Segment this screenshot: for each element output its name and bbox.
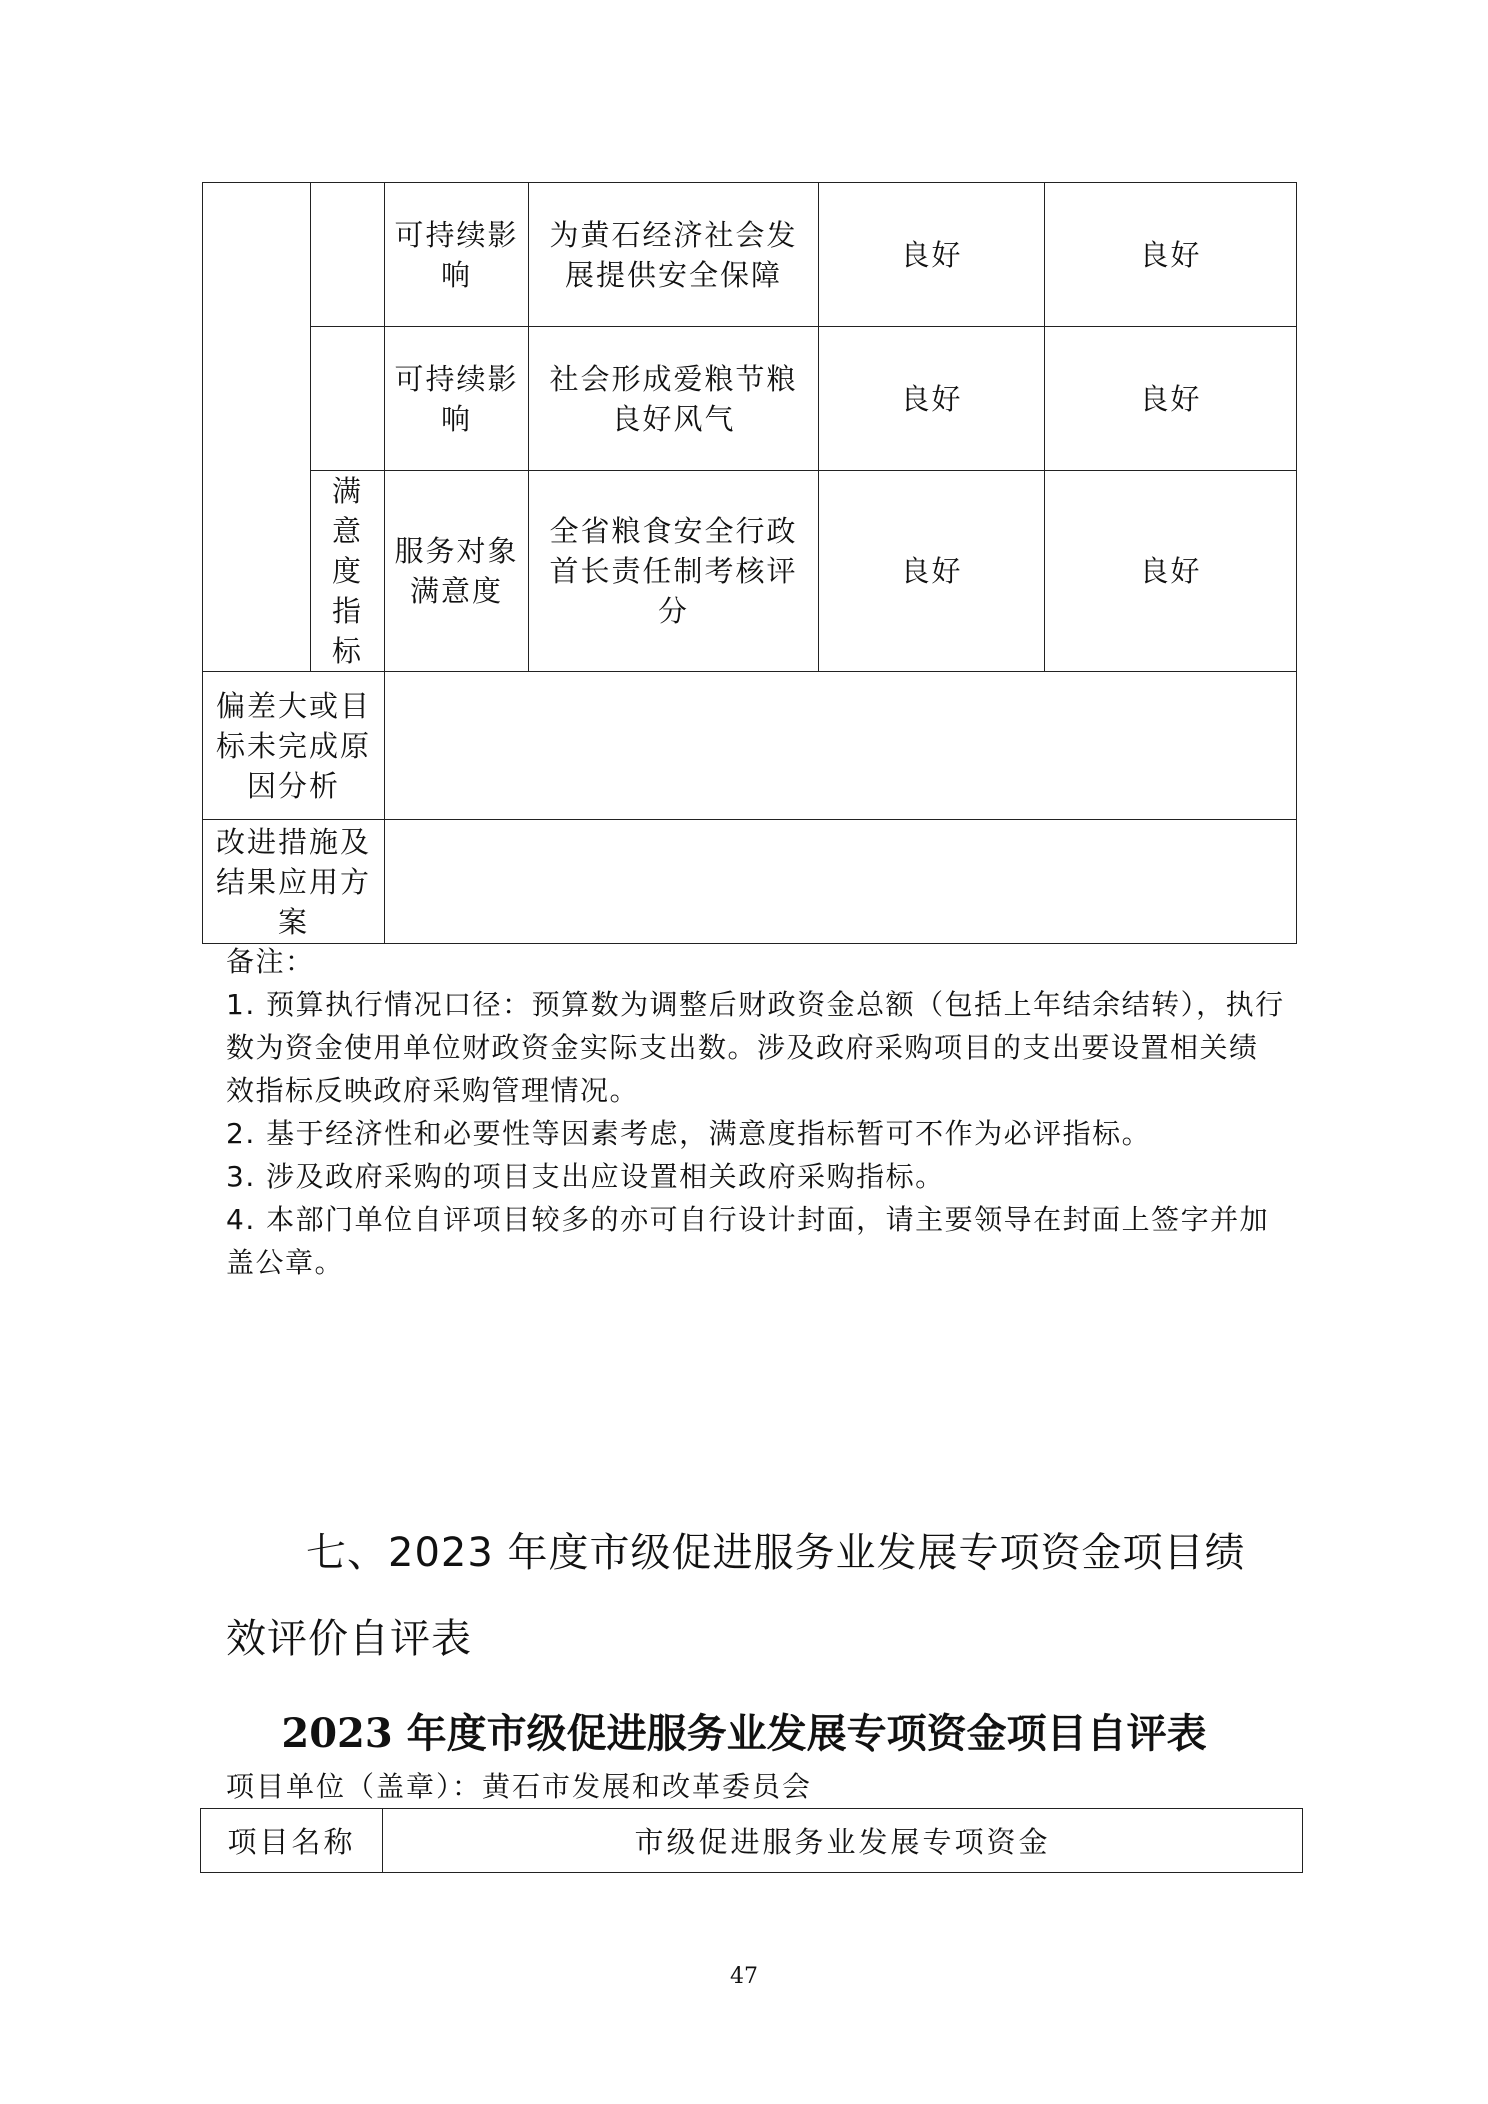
project-unit: 项目单位（盖章）：黄石市发展和改革委员会 [226,1770,813,1803]
note-item: 1. 预算执行情况口径：预算数为调整后财政资金总额（包括上年结余结转），执行数为资金使用单位财政资金实际支出数。涉及政府采购项目的支出要设置相关绩效指标反映政府采购管理情况。 [226,988,1285,1107]
blank-subcategory-cell [311,183,385,327]
note-item: 3. 涉及政府采购的项目支出应设置相关政府采购指标。 [226,1160,945,1193]
target-cell: 良好 [819,471,1045,672]
evaluation-table [202,182,1297,944]
indicator-cell: 可持续影响 [385,327,529,471]
table-row [203,471,1297,672]
actual-cell: 良好 [1045,327,1297,471]
content-cell: 社会形成爱粮节粮良好风气 [529,327,819,471]
table-row [203,820,1297,944]
notes-section [226,940,1286,1284]
deviation-value-cell [385,672,1297,820]
content-cell: 为黄石经济社会发展提供安全保障 [529,183,819,327]
note-item: 2. 基于经济性和必要性等因素考虑，满意度指标暂可不作为必评指标。 [226,1117,1152,1150]
section-heading: 七、2023 年度市级促进服务业发展专项资金项目绩效评价自评表 [226,1530,1246,1662]
notes-title: 备注： [226,945,315,978]
improvement-label-cell: 改进措施及结果应用方案 [203,820,385,944]
blank-category-cell [203,183,311,672]
content-cell: 全省粮食安全行政首长责任制考核评分 [529,471,819,672]
document-title: 2023 年度市级促进服务业发展专项资金项目自评表 [281,1710,1207,1757]
improvement-value-cell [385,820,1297,944]
deviation-label-cell: 偏差大或目标未完成原因分析 [203,672,385,820]
project-name-label: 项目名称 [201,1809,383,1873]
category-cell [311,471,385,672]
note-item: 4. 本部门单位自评项目较多的亦可自行设计封面，请主要领导在封面上签字并加盖公章。 [226,1203,1270,1279]
actual-cell: 良好 [1045,471,1297,672]
project-table [200,1808,1303,1873]
category-label: 满意度指标 [331,474,363,668]
target-cell: 良好 [819,327,1045,471]
table-row [203,183,1297,327]
indicator-cell: 可持续影响 [385,183,529,327]
project-name-value: 市级促进服务业发展专项资金 [383,1809,1303,1873]
blank-subcategory-cell [311,327,385,471]
page-number: 47 [730,1964,758,1989]
indicator-cell: 服务对象满意度 [385,471,529,672]
table-row [203,672,1297,820]
table-row [203,327,1297,471]
table-row [201,1809,1303,1873]
actual-cell: 良好 [1045,183,1297,327]
target-cell: 良好 [819,183,1045,327]
